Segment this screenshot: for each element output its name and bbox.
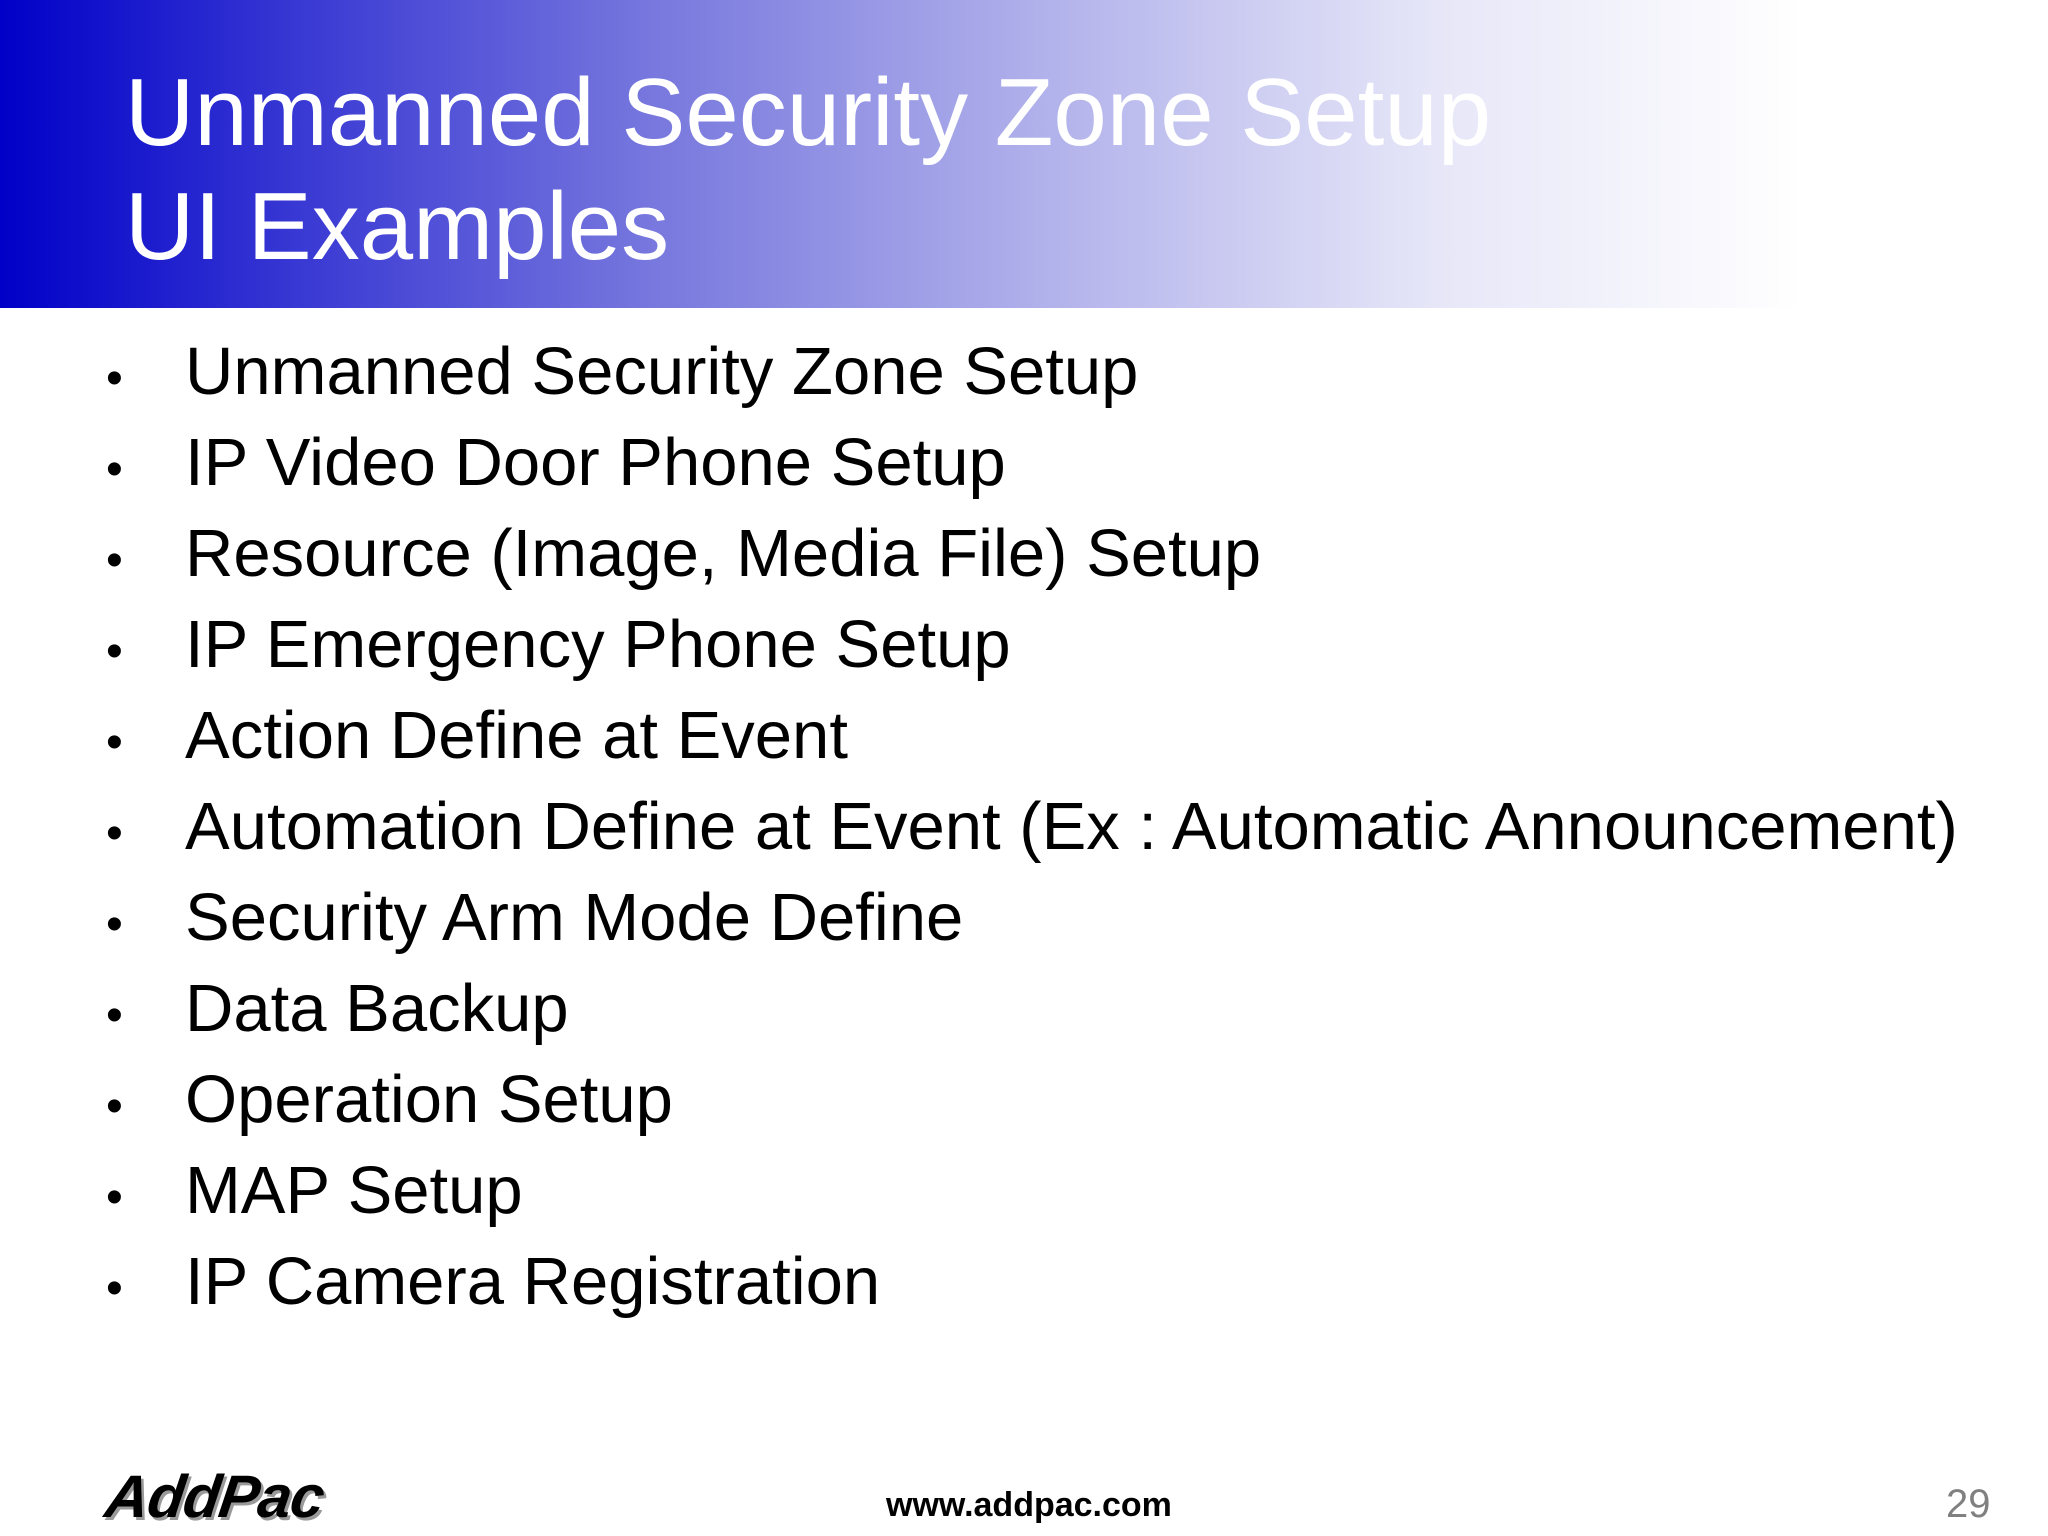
bullet-text: MAP Setup	[185, 1153, 523, 1228]
bullet-item	[106, 1236, 1958, 1327]
bullet-item	[106, 781, 1958, 872]
slide-title-line-2: UI Examples	[125, 173, 670, 280]
bullet-item	[106, 1054, 1958, 1145]
bullet-dot-icon: •	[106, 1080, 123, 1133]
bullet-text: IP Emergency Phone Setup	[185, 607, 1011, 682]
bullet-text: Action Define at Event	[185, 698, 848, 773]
bullet-item	[106, 417, 1958, 508]
bullet-text: Security Arm Mode Define	[185, 880, 964, 955]
bullet-item	[106, 963, 1958, 1054]
bullet-dot-icon: •	[106, 807, 123, 860]
bullet-text: Operation Setup	[185, 1062, 673, 1137]
bullet-item	[106, 1145, 1958, 1236]
bullet-dot-icon: •	[106, 625, 123, 678]
bullet-dot-icon: •	[106, 989, 123, 1042]
bullet-text: IP Video Door Phone Setup	[185, 425, 1006, 500]
footer-url: www.addpac.com	[886, 1486, 1172, 1524]
slide-title-line-1: Unmanned Security Zone Setup	[125, 59, 1492, 166]
bullet-text: Automation Define at Event (Ex : Automatic Announcement)	[185, 789, 1958, 864]
bullet-list	[106, 326, 1958, 1327]
bullet-item	[106, 690, 1958, 781]
bullet-text: Data Backup	[185, 971, 569, 1046]
bullet-item	[106, 872, 1958, 963]
slide-title	[125, 56, 1491, 284]
bullet-dot-icon: •	[106, 898, 123, 951]
bullet-dot-icon: •	[106, 716, 123, 769]
bullet-text: Resource (Image, Media File) Setup	[185, 516, 1262, 591]
bullet-dot-icon: •	[106, 534, 123, 587]
bullet-item	[106, 326, 1958, 417]
addpac-logo: AddPac	[101, 1463, 329, 1530]
bullet-item	[106, 599, 1958, 690]
bullet-dot-icon: •	[106, 352, 123, 405]
bullet-dot-icon: •	[106, 443, 123, 496]
bullet-text: IP Camera Registration	[185, 1244, 881, 1319]
title-banner	[0, 0, 2048, 308]
bullet-dot-icon: •	[106, 1262, 123, 1315]
bullet-dot-icon: •	[106, 1171, 123, 1224]
bullet-text: Unmanned Security Zone Setup	[185, 334, 1139, 409]
page-number: 29	[1946, 1482, 1991, 1526]
bullet-item	[106, 508, 1958, 599]
